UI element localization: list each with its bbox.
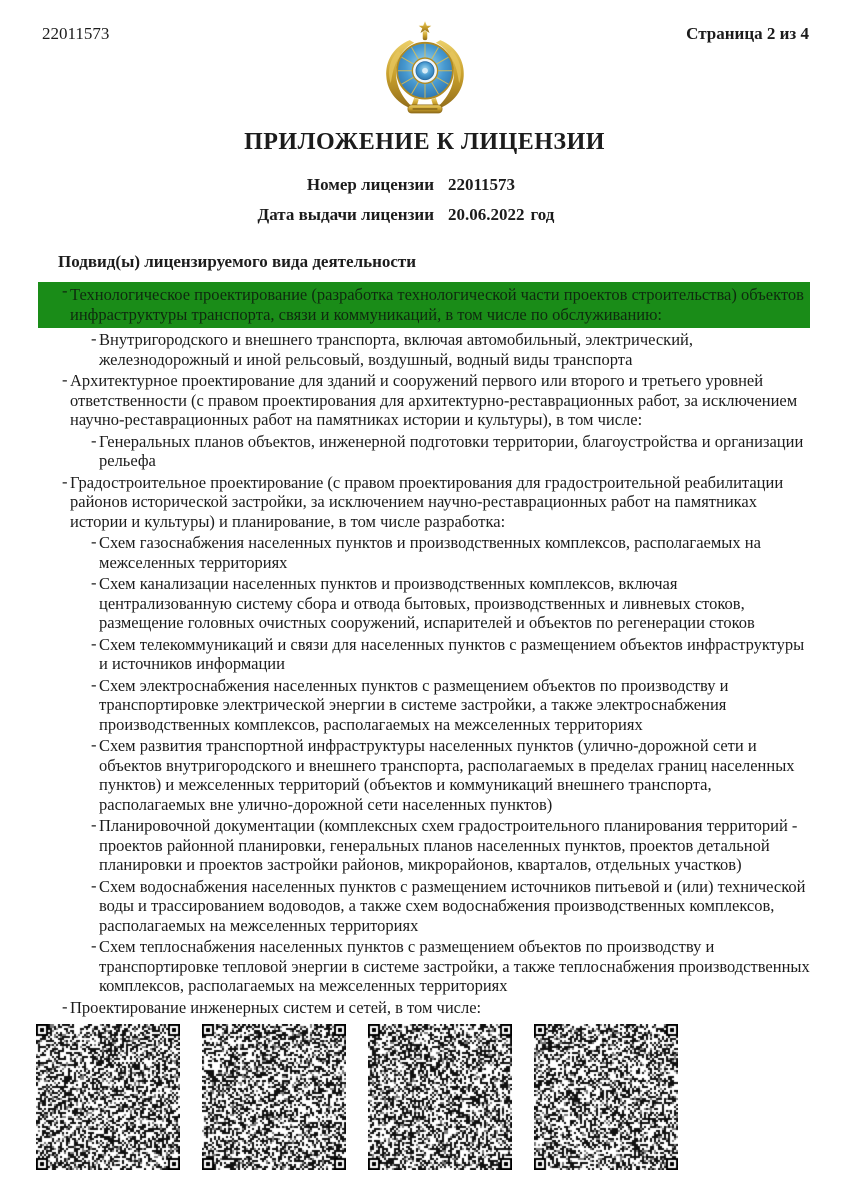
activity-item <box>38 736 810 814</box>
bullet-dash: - <box>91 815 97 834</box>
bullet-dash: - <box>91 674 97 694</box>
license-number-value: 22011573 <box>448 175 516 194</box>
activity-item-text: Схем телекоммуникаций и связи для населенных пунктов с размещением объектов инфраструктуры и источников информации <box>99 634 805 673</box>
activity-item <box>38 574 810 633</box>
activity-item-text: Схем теплоснабжения населенных пунктов с размещением объектов по производству и транспортировке тепловой энергии в системе застройки, а также теплоснабжения производственных комплексов, располагаемых на межселенных территориях <box>99 937 810 995</box>
bullet-dash: - <box>62 370 68 389</box>
section-heading: Подвид(ы) лицензируемого вида деятельности <box>58 252 417 271</box>
activity-list <box>38 282 810 1017</box>
activity-item-text: Схем развития транспортной инфраструктуры населенных пунктов (улично-дорожной сети и объектов внутригородского и внешнего транспорта, располагаемых в пределах границ населенных пунктов) и межселенных территорий (объектов и коммуникаций внешнего транспорта, располагаемых вне улично-дорожной сети населенных пунктов) <box>99 736 795 814</box>
document-number-header: 22011573 <box>42 24 110 43</box>
activity-item-text: Технологическое проектирование (разработка технологической части проектов строительства) объектов инфраструктуры транспорта, связи и коммуникаций, в том числе по обслуживанию: <box>70 285 804 324</box>
activity-item <box>38 877 810 936</box>
activity-item-text: Проектирование инженерных систем и сетей, в том числе: <box>70 997 482 1017</box>
activity-item <box>38 998 810 1018</box>
verification-qr-code <box>534 1024 678 1170</box>
verification-qr-code <box>36 1024 180 1170</box>
bullet-dash: - <box>91 875 97 895</box>
license-number-label: Номер лицензии <box>306 175 434 194</box>
qr-code-row <box>36 1024 810 1170</box>
activity-item-text: Схем водоснабжения населенных пунктов с размещением источников питьевой и (или) технической воды и трассированием водоводов, а также схем водоснабжения производственных комплексов, располагаемых на межселенных территориях <box>99 876 806 935</box>
bullet-dash: - <box>91 532 97 551</box>
activity-item-text: Внутригородского и внешнего транспорта, включая автомобильный, электрический, железнодорожный и иной рельсовый, воздушный, водный виды транспорта <box>99 330 693 369</box>
bullet-dash: - <box>91 430 97 450</box>
bullet-dash: - <box>62 996 68 1016</box>
activity-item <box>38 432 810 471</box>
page-title: ПРИЛОЖЕНИЕ К ЛИЦЕНЗИИ <box>244 129 605 155</box>
bullet-dash: - <box>91 735 97 754</box>
activity-item-text: Схем газоснабжения населенных пунктов и производственных комплексов, располагаемых на межселенных территориях <box>99 533 761 572</box>
bullet-dash: - <box>91 936 97 955</box>
activity-item <box>38 330 810 369</box>
activity-item <box>38 816 810 875</box>
issue-date-row <box>240 205 554 225</box>
issue-date-value: 20.06.2022 <box>448 205 525 224</box>
page-indicator: Страница 2 из 4 <box>686 24 809 43</box>
license-fields <box>240 175 554 235</box>
bullet-dash: - <box>91 329 97 348</box>
issue-date-label: Дата выдачи лицензии <box>257 205 434 224</box>
activity-item-text: Архитектурное проектирование для зданий и сооружений первого или второго и третьего уровней ответственности (с правом проектирования для архитектурно-реставрационных работ, за исключением научно-реставрационных работ на памятниках истории и культуры), в том числе: <box>70 371 798 429</box>
activity-item <box>38 937 810 996</box>
activity-item-text: Планировочной документации (комплексных схем градостроительного планирования территорий - проектов районной планировки, генеральных планов населенных пунктов, проектов детальной планировки и проектов застройки районов, микрорайонов, кварталов, отдельных участков) <box>99 816 798 874</box>
activity-item-text: Схем канализации населенных пунктов и производственных комплексов, включая централизованную систему сбора и отвода бытовых, производственных и ливневых стоков, размещение головных очистных сооружений, испарителей и объектов по регенерации стоков <box>99 574 755 632</box>
activity-item-text: Градостроительное проектирование (с правом проектирования для градостроительной реабилитации районов исторической застройки, за исключением научно-реставрационных работ на памятниках истории и культуры) и планирование, в том числе разработка: <box>70 472 784 531</box>
content-area <box>38 252 810 1170</box>
activity-item-text: Генеральных планов объектов, инженерной подготовки территории, благоустройства и организации рельефа <box>99 431 804 470</box>
activity-item <box>38 676 810 735</box>
kazakhstan-emblem-icon <box>380 20 470 121</box>
license-number-row <box>240 175 554 195</box>
activity-item <box>38 533 810 572</box>
bullet-dash: - <box>62 471 68 491</box>
activity-item-text: Схем электроснабжения населенных пунктов с размещением объектов по производству и транспортировке электрической энергии в системе застройки, а также электроснабжения производственных комплексов, располагаемых на межселенных территориях <box>99 675 729 734</box>
issue-date-suffix: год <box>530 205 555 224</box>
verification-qr-code <box>368 1024 512 1170</box>
bullet-dash: - <box>91 573 97 592</box>
activity-item <box>38 635 810 674</box>
bullet-dash: - <box>91 633 97 653</box>
bullet-dash: - <box>62 281 68 300</box>
verification-qr-code <box>202 1024 346 1170</box>
activity-item <box>38 371 810 430</box>
activity-item <box>38 473 810 532</box>
activity-item-highlighted <box>38 282 810 328</box>
